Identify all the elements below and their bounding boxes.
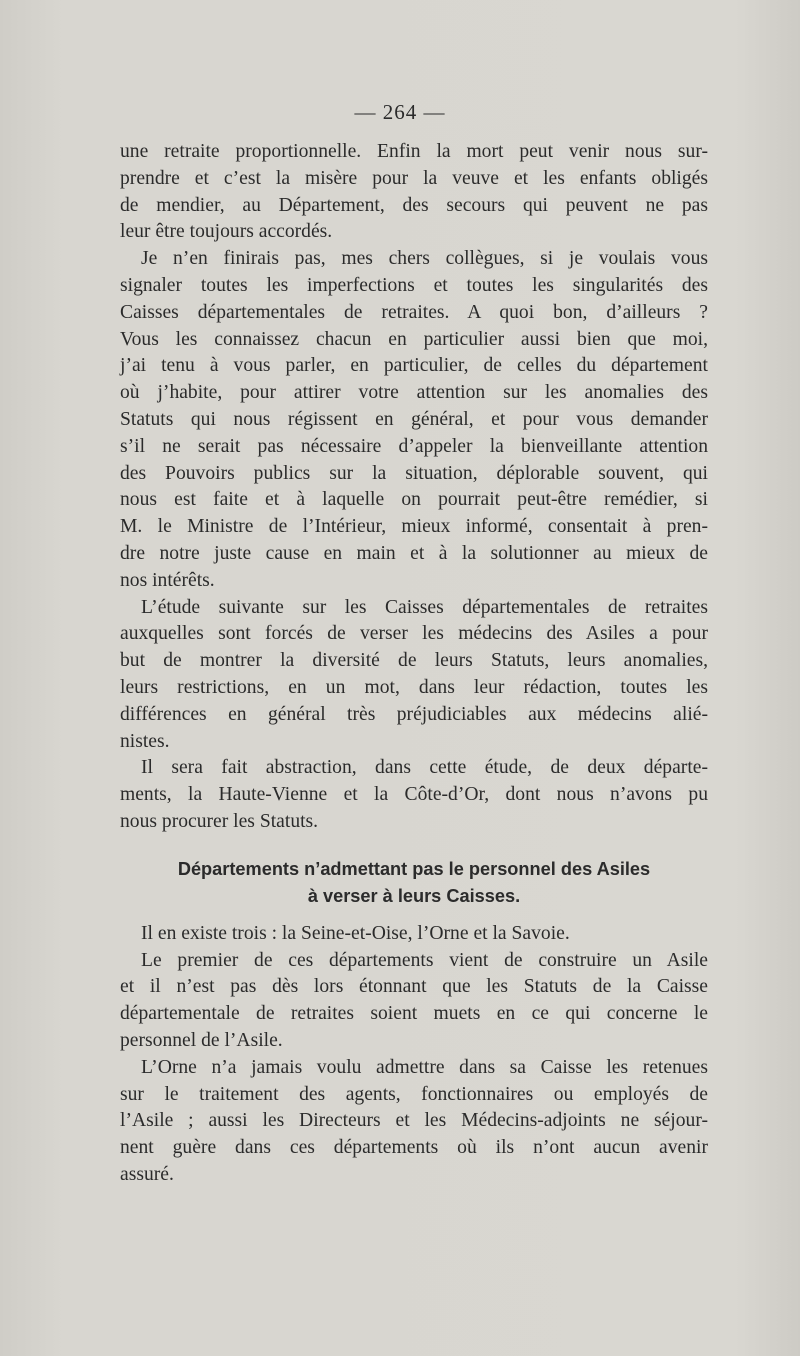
text-line: Il en existe trois : la Seine-et-Oise, l’Orne et la Savoie. <box>141 922 570 944</box>
paragraph <box>120 755 708 835</box>
section-heading <box>120 856 708 910</box>
text-line: s’il ne serait pas nécessaire d’appeler la bienveillante attention <box>120 435 708 457</box>
text-line: L’Orne n’a jamais voulu admettre dans sa Caisse les retenues <box>141 1056 708 1078</box>
text-line: Caisses départementales de retraites. A quoi bon, d’ailleurs ? <box>120 301 708 323</box>
page-number: — 264 — <box>354 100 446 124</box>
paragraph <box>120 595 708 756</box>
text-line: Il sera fait abstraction, dans cette étude, de deux départe- <box>141 757 708 779</box>
text-line: leurs restrictions, en un mot, dans leur rédaction, toutes les <box>120 676 708 698</box>
body-text <box>120 139 708 1189</box>
text-line: assuré. <box>120 1163 174 1185</box>
text-line: M. le Ministre de l’Intérieur, mieux informé, consentait à pren- <box>120 516 708 538</box>
text-line: l’Asile ; aussi les Directeurs et les Médecins-adjoints ne séjour- <box>120 1110 708 1132</box>
text-line: où j’habite, pour attirer votre attention sur les anomalies des <box>120 382 708 404</box>
text-line: Statuts qui nous régissent en général, et pour vous demander <box>120 408 708 430</box>
text-line: départementale de retraites soient muets en ce qui concerne le <box>120 1003 708 1025</box>
text-line: des Pouvoirs publics sur la situation, déplorable souvent, qui <box>120 462 708 484</box>
text-line: de mendier, au Département, des secours qui peuvent ne pas <box>120 194 708 216</box>
text-line: j’ai tenu à vous parler, en particulier, de celles du département <box>120 355 708 377</box>
text-line: nos intérêts. <box>120 569 215 591</box>
paragraph <box>120 921 708 948</box>
paragraph <box>120 139 708 246</box>
text-line: différences en général très préjudiciables aux médecins alié- <box>120 703 708 725</box>
text-line: Vous les connaissez chacun en particulier aussi bien que moi, <box>120 328 708 350</box>
text-line: L’étude suivante sur les Caisses départementales de retraites <box>141 596 708 618</box>
text-line: Je n’en finirais pas, mes chers collègues, si je voulais vous <box>141 248 708 270</box>
text-line: nous procurer les Statuts. <box>120 810 319 832</box>
text-line: une retraite proportionnelle. Enfin la mort peut venir nous sur- <box>120 141 708 162</box>
text-line: et il n’est pas dès lors étonnant que les Statuts de la Caisse <box>120 976 708 998</box>
text-line: auxquelles sont forcés de verser les médecins des Asiles a pour <box>120 623 708 645</box>
text-line: nent guère dans ces départements où ils n’ont aucun avenir <box>120 1137 708 1159</box>
text-line: ments, la Haute-Vienne et la Côte-d’Or, dont nous n’avons pu <box>120 784 708 806</box>
text-line: signaler toutes les imperfections et toutes les singularités des <box>120 274 708 296</box>
section-heading-line: à verser à leurs Caisses. <box>307 885 521 906</box>
text-line: leur être toujours accordés. <box>120 221 333 243</box>
text-line: nous est faite et à laquelle on pourrait peut-être remédier, si <box>120 489 708 511</box>
text-line: nistes. <box>120 730 170 752</box>
text-line: prendre et c’est la misère pour la veuve et les enfants obligés <box>120 167 708 189</box>
paragraph <box>120 948 708 1055</box>
text-line: dre notre juste cause en main et à la solutionner au mieux de <box>120 542 708 564</box>
text-line: Le premier de ces départements vient de construire un Asile <box>141 949 708 971</box>
text-line: sur le traitement des agents, fonctionnaires ou employés de <box>120 1083 708 1105</box>
paragraph <box>120 246 708 594</box>
text-line: personnel de l’Asile. <box>120 1029 283 1051</box>
paragraph <box>120 1055 708 1189</box>
text-line: but de montrer la diversité de leurs Statuts, leurs anomalies, <box>120 650 708 672</box>
section-heading-line: Départements n’admettant pas le personnel des Asiles <box>177 858 651 879</box>
